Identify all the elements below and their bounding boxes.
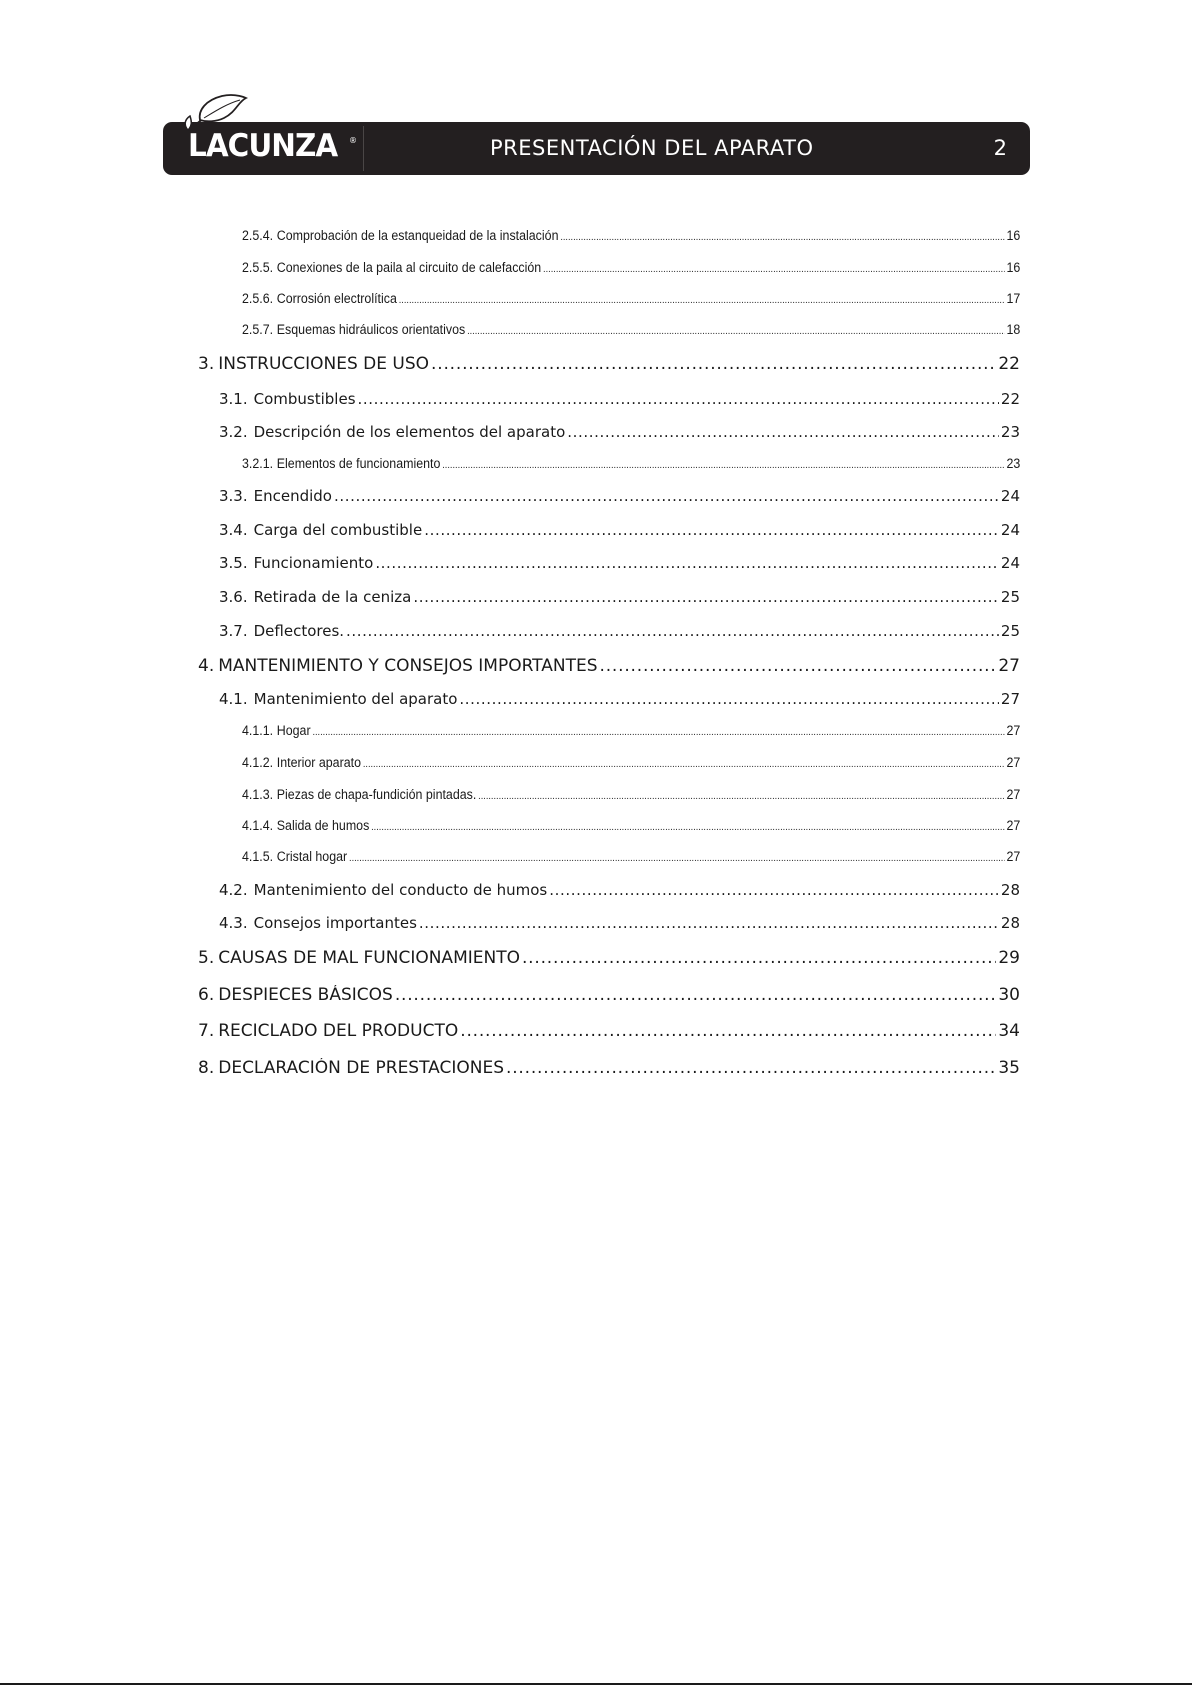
dot-leader	[431, 354, 996, 374]
toc-entry-title: DECLARACIÓN DE PRESTACIONES	[218, 1058, 505, 1078]
toc-entry-page: 25	[1000, 588, 1020, 606]
toc-entry-number: 4.1.4.	[242, 818, 274, 833]
dot-leader	[543, 260, 1005, 275]
toc-entry-number: 4.1.2.	[242, 755, 274, 770]
dot-leader	[395, 985, 997, 1005]
dot-leader	[346, 622, 999, 640]
toc-entry-number: 3.	[198, 354, 215, 374]
toc-entry-title: Descripción de los elementos del aparato	[253, 423, 566, 441]
toc-entry-number: 4.2.	[219, 881, 248, 899]
toc-entry	[242, 291, 1020, 306]
toc-entry-title: Cristal hogar	[276, 849, 348, 864]
toc-entry	[219, 914, 1020, 932]
toc-entry	[198, 985, 1020, 1005]
dot-leader	[419, 914, 999, 932]
toc-entry-number: 8.	[198, 1058, 215, 1078]
brand-logo	[163, 122, 363, 175]
toc-entry-title: Piezas de chapa-fundición pintadas.	[276, 787, 477, 802]
registered-mark: ®	[349, 136, 357, 145]
toc-entry-page: 27	[998, 656, 1020, 676]
toc-entry-number: 4.	[198, 656, 215, 676]
toc-entry-title: Mantenimiento del conducto de humos	[253, 881, 548, 899]
toc-entry-page: 25	[1000, 622, 1020, 640]
toc-entry	[219, 487, 1020, 505]
dot-leader	[522, 948, 996, 968]
toc-entry-title: Funcionamiento	[253, 554, 374, 572]
toc-entry-title: INSTRUCCIONES DE USO	[218, 354, 430, 374]
toc-entry	[198, 354, 1020, 374]
toc-entry	[219, 423, 1020, 441]
toc-entry	[219, 521, 1020, 539]
toc-entry-page: 27	[1000, 690, 1020, 708]
dot-leader	[567, 423, 999, 441]
toc-entry-page: 23	[1000, 423, 1020, 441]
toc-entry-number: 3.1.	[219, 390, 248, 408]
toc-entry-number: 3.6.	[219, 588, 248, 606]
toc-entry-title: Mantenimiento del aparato	[253, 690, 458, 708]
toc-entry-number: 7.	[198, 1021, 215, 1041]
toc-entry	[242, 322, 1020, 337]
toc-entry-number: 2.5.4.	[242, 228, 274, 243]
toc-entry-number: 3.2.	[219, 423, 248, 441]
toc-entry-number: 4.1.5.	[242, 849, 274, 864]
toc-entry	[242, 787, 1020, 802]
toc-entry	[219, 390, 1020, 408]
toc-entry-page: 30	[998, 985, 1020, 1005]
toc-entry-title: Combustibles	[253, 390, 356, 408]
toc-entry-number: 3.2.1.	[242, 456, 274, 471]
toc-entry-number: 3.4.	[219, 521, 248, 539]
toc-entry-page: 22	[998, 354, 1020, 374]
toc-entry	[219, 690, 1020, 708]
toc-entry-number: 2.5.7.	[242, 322, 274, 337]
toc-entry-page: 29	[998, 948, 1020, 968]
toc-entry	[242, 260, 1020, 275]
section-title: PRESENTACIÓN DEL APARATO	[490, 136, 814, 160]
toc-entry-page: 24	[1000, 487, 1020, 505]
toc-entry-number: 5.	[198, 948, 215, 968]
toc-entry-page: 24	[1000, 554, 1020, 572]
dot-leader	[467, 322, 1005, 337]
toc-entry-page: 27	[1006, 849, 1021, 864]
toc-entry-title: RECICLADO DEL PRODUCTO	[218, 1021, 459, 1041]
toc-entry-title: Consejos importantes	[253, 914, 417, 932]
toc-entry-page: 28	[1000, 881, 1020, 899]
toc-entry-title: Deflectores.	[253, 622, 345, 640]
toc-entry-number: 4.3.	[219, 914, 248, 932]
dot-leader	[560, 228, 1004, 243]
toc-entry-number: 4.1.1.	[242, 723, 274, 738]
dot-leader	[506, 1058, 996, 1078]
toc-entry-page: 35	[998, 1058, 1020, 1078]
toc-entry	[242, 456, 1020, 471]
toc-entry-title: MANTENIMIENTO Y CONSEJOS IMPORTANTES	[218, 656, 598, 676]
dot-leader	[349, 849, 1005, 864]
dot-leader	[312, 723, 1004, 738]
toc-entry-page: 27	[1006, 723, 1021, 738]
logo-text: LACUNZA	[188, 128, 338, 164]
toc-entry-number: 3.5.	[219, 554, 248, 572]
header-divider	[363, 126, 364, 171]
toc-entry-title: CAUSAS DE MAL FUNCIONAMIENTO	[218, 948, 520, 968]
toc-entry-page: 27	[1006, 787, 1021, 802]
dot-leader	[399, 291, 1005, 306]
toc-entry-number: 2.5.5.	[242, 260, 274, 275]
toc-entry	[198, 1021, 1020, 1041]
toc-entry	[242, 755, 1020, 770]
toc-entry	[242, 228, 1020, 243]
toc-entry-page: 23	[1006, 456, 1021, 471]
toc-entry	[219, 622, 1020, 640]
toc-entry-title: DESPIECES BÁSICOS	[218, 985, 393, 1005]
toc-entry-number: 4.1.	[219, 690, 248, 708]
toc-entry-title: Conexiones de la paila al circuito de calefacción	[276, 260, 542, 275]
toc-entry-number: 4.1.3.	[242, 787, 274, 802]
toc-entry-page: 27	[1006, 818, 1021, 833]
dot-leader	[363, 755, 1005, 770]
toc-entry	[219, 554, 1020, 572]
toc-entry	[219, 588, 1020, 606]
toc-entry-title: Comprobación de la estanqueidad de la instalación	[276, 228, 559, 243]
dot-leader	[442, 456, 1004, 471]
toc-entry-title: Corrosión electrolítica	[276, 291, 397, 306]
dot-leader	[459, 690, 999, 708]
toc-entry	[242, 723, 1020, 738]
toc-entry-title: Salida de humos	[276, 818, 370, 833]
toc-entry-number: 2.5.6.	[242, 291, 274, 306]
toc-entry	[219, 881, 1020, 899]
toc-entry-page: 17	[1006, 291, 1021, 306]
toc-entry-title: Interior aparato	[276, 755, 361, 770]
dot-leader	[460, 1021, 996, 1041]
dot-leader	[600, 656, 997, 676]
page-header	[163, 122, 1030, 175]
toc-entry	[198, 948, 1020, 968]
toc-entry-number: 3.7.	[219, 622, 248, 640]
dot-leader	[375, 554, 999, 572]
toc-entry-page: 34	[998, 1021, 1020, 1041]
toc-entry-page: 22	[1000, 390, 1020, 408]
dot-leader	[424, 521, 999, 539]
toc-entry	[242, 849, 1020, 864]
dot-leader	[334, 487, 999, 505]
toc-entry-page: 18	[1006, 322, 1021, 337]
toc-entry	[198, 656, 1020, 676]
toc-entry-page: 24	[1000, 521, 1020, 539]
dot-leader	[371, 818, 1005, 833]
toc-entry-title: Encendido	[253, 487, 332, 505]
toc-entry-page: 16	[1006, 260, 1021, 275]
page-number: 2	[993, 136, 1007, 160]
toc-entry-page: 28	[1000, 914, 1020, 932]
toc-entry-title: Elementos de funcionamiento	[276, 456, 441, 471]
toc-entry-page: 27	[1006, 755, 1021, 770]
toc-entry-title: Carga del combustible	[253, 521, 423, 539]
toc-entry-number: 3.3.	[219, 487, 248, 505]
toc-entry-title: Esquemas hidráulicos orientativos	[276, 322, 466, 337]
toc-entry	[242, 818, 1020, 833]
dot-leader	[358, 390, 999, 408]
toc-entry	[198, 1058, 1020, 1078]
dot-leader	[549, 881, 999, 899]
toc-entry-number: 6.	[198, 985, 215, 1005]
toc-entry-title: Retirada de la ceniza	[253, 588, 412, 606]
dot-leader	[413, 588, 999, 606]
dot-leader	[478, 787, 1004, 802]
toc-entry-page: 16	[1006, 228, 1021, 243]
toc-entry-title: Hogar	[276, 723, 311, 738]
